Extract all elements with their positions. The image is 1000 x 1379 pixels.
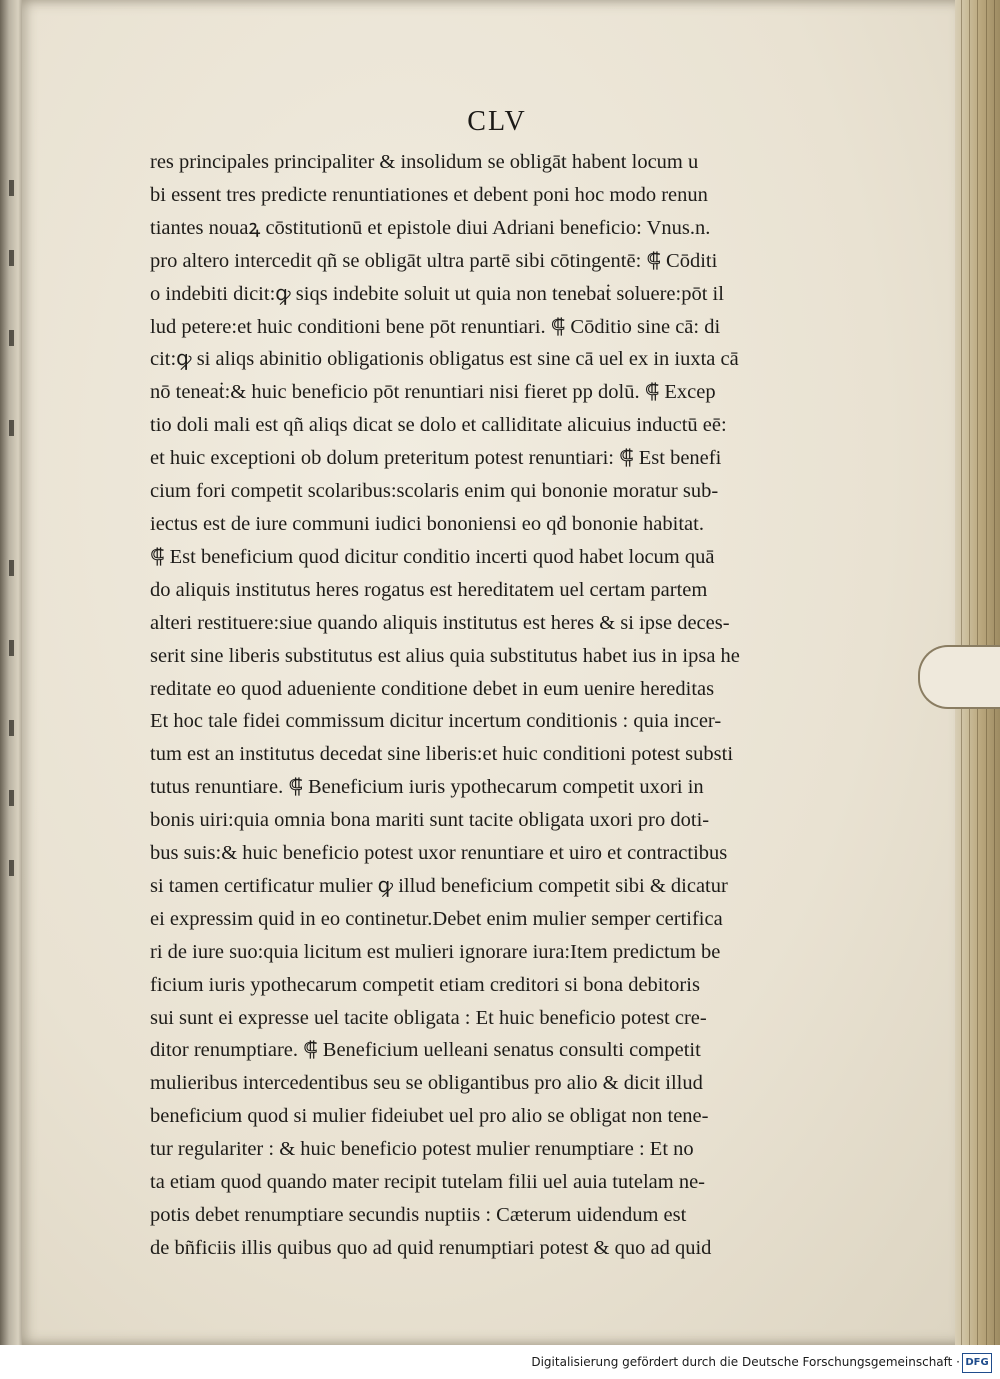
text-line: ditor renumptiare. ⸿ Beneficium uelleani senatus consulti competit [150, 1039, 701, 1062]
folio-number: CLV [467, 106, 527, 137]
text-line: o indebiti dicit:ꝙ siqs indebite soluit ut quia non tenebaṫ soluere:pōt il [150, 282, 724, 305]
text-line: si tamen certificatur mulier ꝙ illud beneficium competit sibi & dicatur [150, 874, 728, 897]
text-line: cium fori competit scolaribus:scolaris enim qui bononie moratur sub- [150, 480, 719, 503]
text-line: ficium iuris ypothecarum competit etiam creditori si bona debitoris [150, 973, 700, 996]
text-line: bus suis:& huic beneficio potest uxor renuntiare et uiro et contractibus [150, 842, 728, 865]
text-line: et huic exceptioni ob dolum preteritum potest renuntiari: ⸿ Est benefi [150, 447, 722, 470]
text-line: mulieribus intercedentibus seu se obligantibus pro alio & dicit illud [150, 1072, 703, 1095]
text-line: reditate eo quod adueniente conditione debet in eum uenire hereditas [150, 677, 715, 700]
text-line: potis debet renumptiare secundis nuptiis : Cæterum uidendum est [150, 1204, 687, 1226]
footer-credit: Digitalisierung gefördert durch die Deutsche Forschungsgemeinschaft · [531, 1355, 960, 1369]
text-line: bonis uiri:quia omnia bona mariti sunt tacite obligata uxori pro doti- [150, 809, 710, 832]
text-line: beneficium quod si mulier fideiubet uel pro alio se obligat non tene- [150, 1105, 709, 1128]
text-line: tur regulariter : & huic beneficio potest mulier renumptiare : Et no [150, 1138, 694, 1161]
text-line: tio doli mali est qñ aliqs dicat se dolo et calliditate alicuius inductū eē: [150, 414, 727, 437]
text-line: lud petere:et huic conditioni bene pōt renuntiari. ⸿ Cōditio sine cā: di [150, 315, 721, 338]
text-line: tum est an institutus decedat sine liberis:et huic conditioni potest substi [150, 743, 734, 766]
text-line: de bñficiis illis quibus quo ad quid renumptiari potest & quo ad quid [150, 1236, 712, 1259]
text-line: ri de iure suo:quia licitum est mulieri ignorare iura:Item predictum be [150, 940, 721, 963]
digitization-footer [0, 1345, 1000, 1379]
text-line: pro altero intercedit qñ se obligāt ultra partē sibi cōtingentē: ⸿ Cōditi [150, 249, 718, 272]
text-line: Et hoc tale fidei commissum dicitur incertum conditionis : quia incer- [150, 710, 722, 733]
text-line: sui sunt ei expresse uel tacite obligata : Et huic beneficio potest cre- [150, 1006, 707, 1029]
text-line: cit:ꝙ si aliqs abinitio obligationis obligatus est sine cā uel ex in iuxta cā [150, 348, 739, 371]
text-line: tutus renuntiare. ⸿ Beneficium iuris ypothecarum competit uxori in [150, 776, 704, 799]
text-line: ta etiam quod quando mater recipit tutelam filii uel auia tutelam ne- [150, 1171, 706, 1194]
text-line: nō teneaṫ:& huic beneficio pōt renuntiari nisi fieret pp dolū. ⸿ Excep [150, 381, 716, 404]
text-block [150, 146, 820, 1265]
text-line: ⸿ Est beneficium quod dicitur conditio incerti quod habet locum quā [150, 545, 715, 568]
text-line: tiantes nouaꝝ cōstitutionū et epistole diui Adriani beneficio: Vnus.n. [150, 216, 711, 239]
text-line: do aliquis institutus heres rogatus est hereditatem uel certam partem [150, 578, 708, 601]
dfg-logo: DFG [962, 1353, 992, 1373]
text-line: alteri restituere:siue quando aliquis institutus est heres & si ipse deces- [150, 611, 730, 634]
text-line: bi essent tres predicte renuntiationes et debent poni hoc modo renun [150, 183, 708, 206]
book-page [22, 0, 972, 1345]
text-line: res principales principaliter & insolidum se obligāt habent locum u [150, 151, 699, 173]
text-line: serit sine liberis substitutus est alius quia substitutus habet ius in ipsa he [150, 644, 740, 667]
text-line: iectus est de iure communi iudici bononiensi eo qḋ bononie habitat. [150, 512, 704, 535]
text-line: ei expressim quid in eo continetur.Debet enim mulier semper certifica [150, 907, 723, 930]
clasp-strap [918, 645, 1000, 709]
